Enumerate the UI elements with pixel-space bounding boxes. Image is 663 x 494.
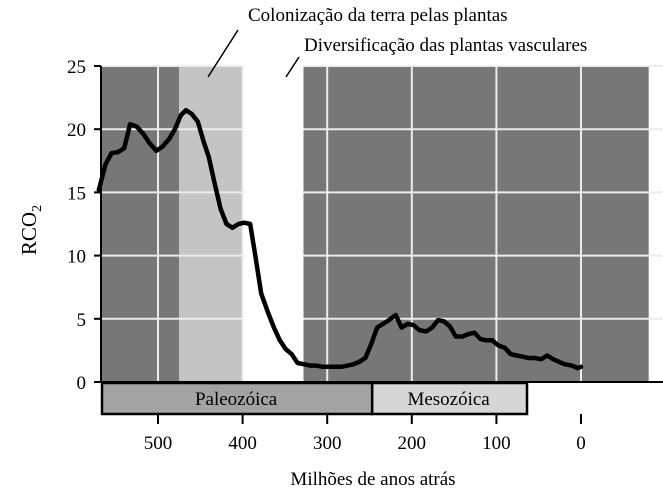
x-tick-label-100: 100 (482, 433, 511, 454)
x-tick-label-500: 500 (143, 433, 173, 454)
y-axis-label (17, 205, 45, 255)
x-axis-label: Milhões de anos atrás (290, 469, 456, 490)
y-axis-label-subscript: 2 (30, 204, 45, 212)
y-tick-label-0: 0 (76, 373, 86, 394)
y-axis (67, 57, 101, 394)
x-tick-label-400: 400 (228, 433, 257, 454)
y-tick-label-15: 15 (67, 183, 86, 205)
shaded-region-dark-0 (101, 66, 179, 382)
x-tick-label-200: 200 (397, 433, 427, 454)
y-tick-label-20: 20 (67, 120, 86, 142)
x-tick-label-300: 300 (312, 433, 342, 454)
era-bands (102, 383, 527, 414)
era-label-0: Paleozóica (194, 389, 278, 410)
y-axis-label-main: RCO (17, 211, 41, 256)
y-tick-label-5: 5 (76, 309, 86, 331)
era-label-1: Mesozóica (407, 389, 490, 410)
annotation-diversificacao: Diversificação das plantas vasculares (304, 35, 588, 56)
y-tick-label-25: 25 (67, 57, 86, 78)
annotation-colonizacao: Colonização da terra pelas plantas (248, 5, 508, 26)
x-tick-label-0: 0 (576, 433, 586, 454)
y-tick-label-10: 10 (67, 246, 86, 268)
